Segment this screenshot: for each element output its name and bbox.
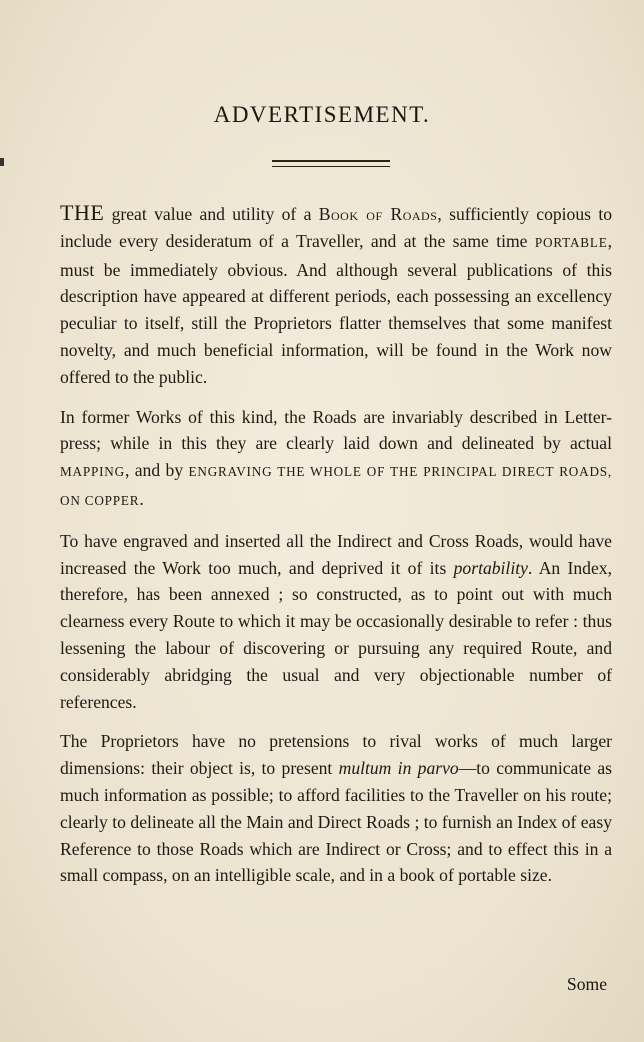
text-run: . [139,488,144,509]
small-caps-run: Book of Roads [318,204,438,224]
caps-run: MAPPING [60,464,125,480]
margin-mark [0,158,4,166]
paragraph-2 [60,404,612,515]
text-run: great value and utility of a [104,204,319,224]
italic-run: multum in parvo [338,758,459,779]
text-run: In former Works of this kind, the Roads are invariably described in Letter-press; while in this they are clearly laid down and delineated by actual [60,406,612,454]
text-run: —to communicate as much information as possible; to afford facilities to the Traveller on his route; clearly to delineate all the Main and Direct Roads ; to furnish an Index of easy Reference to those Roads which are Indirect or Cross; and to effect this in a small compass, on an intelligible scale, and in a book of portable size. [60,758,612,886]
catchword: Some [566,974,607,994]
text-run: The Proprietors have no pretensions to rival works of much larger dimensions: their object is, to present [60,731,612,779]
caps-run: PORTABLE [534,234,608,250]
text-run: , must be immediately obvious. And although several publications of this description have appeared at different periods, each possessing an excellency peculiar to itself, still the Proprietors flatter themselves that some manifest novelty, and much beneficial information, will be found in the Work now offered to the public. [60,230,612,387]
paragraph-4 [60,728,612,889]
italic-run: portability [453,557,528,578]
caps-run: ENGRAVING THE WHOLE OF THE PRINCIPAL DIRECT ROADS, ON COPPER [60,464,612,508]
opening-word: THE [60,200,105,225]
paragraph-3 [60,528,612,716]
text-run: , sufficiently copious to include every desideratum of a Traveller, and at the same time [60,204,613,251]
paragraph-1 [60,200,612,391]
title-rule [272,160,390,167]
text-run: . An Index, therefore, has been annexed ; so constructed, as to point out with much clearness every Route to which it may be occasionally desirable to refer : thus lessening the labour of discovering or pursuing any required Route, and considerably abridging the usual and very objectionable number of references. [60,557,612,712]
text-body [60,200,612,902]
page-title: ADVERTISEMENT. [213,102,431,127]
text-run: To have engraved and inserted all the Indirect and Cross Roads, would have increased the Work too much, and deprived it of its [60,530,612,578]
text-run: , and by [124,460,189,481]
